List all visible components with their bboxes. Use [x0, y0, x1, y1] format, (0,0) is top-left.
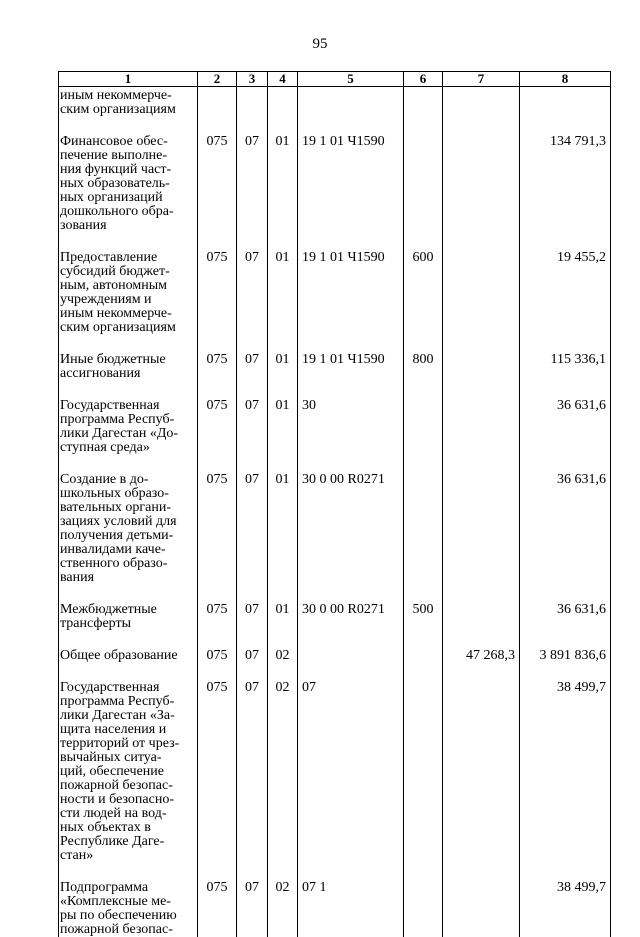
name-line: лики Дагестан «До-	[60, 427, 194, 441]
cell-amount-col7	[443, 251, 520, 335]
column-header: 3	[237, 72, 268, 87]
spacer-cell	[237, 455, 268, 473]
cell-target-article: 30 0 00 R0271	[298, 473, 404, 585]
row-spacer	[59, 335, 611, 353]
spacer-cell	[520, 863, 611, 881]
spacer-cell	[237, 663, 268, 681]
spacer-cell	[520, 117, 611, 135]
cell-subsection: 02	[268, 681, 298, 863]
spacer-cell	[59, 117, 198, 135]
spacer-cell	[237, 863, 268, 881]
spacer-cell	[298, 631, 404, 649]
cell-amount-col7	[443, 681, 520, 863]
cell-admin-code: 075	[198, 251, 237, 335]
cell-admin-code: 075	[198, 353, 237, 381]
row-spacer	[59, 663, 611, 681]
page-number: 95	[0, 36, 640, 53]
spacer-cell	[59, 381, 198, 399]
spacer-cell	[237, 335, 268, 353]
name-line: печение выполне-	[60, 149, 194, 163]
name-line: Общее образование	[60, 649, 194, 663]
spacer-cell	[268, 863, 298, 881]
column-header: 2	[198, 72, 237, 87]
cell-name	[59, 87, 198, 118]
name-line: ных образователь-	[60, 177, 194, 191]
spacer-cell	[404, 663, 443, 681]
name-line: ных объектах в	[60, 821, 194, 835]
table-row	[59, 353, 611, 381]
name-line: зования	[60, 219, 194, 233]
cell-target-article: 07 1	[298, 881, 404, 937]
header-row	[59, 72, 611, 87]
cell-section: 07	[237, 681, 268, 863]
spacer-cell	[198, 663, 237, 681]
cell-expense-type: 800	[404, 353, 443, 381]
column-header: 5	[298, 72, 404, 87]
spacer-cell	[268, 663, 298, 681]
table-row	[59, 603, 611, 631]
cell-subsection: 01	[268, 135, 298, 233]
table-row	[59, 473, 611, 585]
name-line: Государственная	[60, 681, 194, 695]
name-line: школьных образо-	[60, 487, 194, 501]
spacer-cell	[268, 585, 298, 603]
cell-amount-col8: 36 631,6	[520, 603, 611, 631]
cell-admin-code	[198, 87, 237, 118]
cell-subsection: 01	[268, 399, 298, 455]
cell-name	[59, 649, 198, 663]
spacer-cell	[59, 663, 198, 681]
spacer-cell	[198, 117, 237, 135]
spacer-cell	[520, 663, 611, 681]
spacer-cell	[404, 585, 443, 603]
spacer-cell	[404, 863, 443, 881]
cell-target-article: 19 1 01 Ч1590	[298, 251, 404, 335]
column-header: 7	[443, 72, 520, 87]
cell-target-article: 07	[298, 681, 404, 863]
table-row	[59, 87, 611, 118]
cell-section: 07	[237, 649, 268, 663]
cell-admin-code: 075	[198, 399, 237, 455]
cell-amount-col7	[443, 603, 520, 631]
spacer-cell	[520, 631, 611, 649]
name-line: ций, обеспечение	[60, 765, 194, 779]
name-line: сти людей на вод-	[60, 807, 194, 821]
spacer-cell	[298, 455, 404, 473]
name-line: ским организациям	[60, 103, 194, 117]
spacer-cell	[443, 335, 520, 353]
name-line: Государственная	[60, 399, 194, 413]
spacer-cell	[59, 585, 198, 603]
spacer-cell	[198, 233, 237, 251]
name-line: субсидий бюджет-	[60, 265, 194, 279]
cell-subsection: 01	[268, 353, 298, 381]
name-line: лики Дагестан «За-	[60, 709, 194, 723]
cell-subsection: 02	[268, 881, 298, 937]
cell-amount-col8: 3 891 836,6	[520, 649, 611, 663]
name-line: пожарной безопас-	[60, 923, 194, 937]
name-line: ным, автономным	[60, 279, 194, 293]
spacer-cell	[198, 455, 237, 473]
cell-expense-type: 500	[404, 603, 443, 631]
spacer-cell	[443, 381, 520, 399]
cell-amount-col7	[443, 881, 520, 937]
cell-expense-type	[404, 399, 443, 455]
spacer-cell	[520, 233, 611, 251]
cell-admin-code: 075	[198, 473, 237, 585]
name-line: Подпрограмма	[60, 881, 194, 895]
spacer-cell	[198, 381, 237, 399]
spacer-cell	[198, 631, 237, 649]
spacer-cell	[59, 233, 198, 251]
cell-amount-col8: 36 631,6	[520, 473, 611, 585]
cell-admin-code: 075	[198, 603, 237, 631]
spacer-cell	[404, 455, 443, 473]
row-spacer	[59, 117, 611, 135]
name-line: иным некоммерче-	[60, 89, 194, 103]
column-header: 6	[404, 72, 443, 87]
cell-section: 07	[237, 353, 268, 381]
spacer-cell	[520, 455, 611, 473]
name-line: Предоставление	[60, 251, 194, 265]
name-line: программа Респуб-	[60, 413, 194, 427]
name-line: иным некоммерче-	[60, 307, 194, 321]
name-line: ступная среда»	[60, 441, 194, 455]
spacer-cell	[404, 233, 443, 251]
spacer-cell	[298, 381, 404, 399]
name-line: Межбюджетные	[60, 603, 194, 617]
cell-name	[59, 135, 198, 233]
name-line: ния функций част-	[60, 163, 194, 177]
name-line: территорий от чрез-	[60, 737, 194, 751]
name-line: зациях условий для	[60, 515, 194, 529]
cell-subsection: 02	[268, 649, 298, 663]
name-line: ных организаций	[60, 191, 194, 205]
name-line: щита населения и	[60, 723, 194, 737]
table-row	[59, 649, 611, 663]
cell-admin-code: 075	[198, 135, 237, 233]
spacer-cell	[443, 233, 520, 251]
name-line: вания	[60, 571, 194, 585]
cell-amount-col8	[520, 87, 611, 118]
spacer-cell	[198, 585, 237, 603]
row-spacer	[59, 585, 611, 603]
spacer-cell	[59, 863, 198, 881]
cell-admin-code: 075	[198, 881, 237, 937]
name-line: стан»	[60, 849, 194, 863]
cell-section: 07	[237, 399, 268, 455]
spacer-cell	[268, 233, 298, 251]
cell-section: 07	[237, 251, 268, 335]
cell-section: 07	[237, 473, 268, 585]
cell-name	[59, 353, 198, 381]
cell-amount-col7	[443, 473, 520, 585]
cell-target-article	[298, 87, 404, 118]
cell-expense-type	[404, 881, 443, 937]
spacer-cell	[404, 117, 443, 135]
name-line: ассигнования	[60, 367, 194, 381]
column-header: 8	[520, 72, 611, 87]
spacer-cell	[520, 585, 611, 603]
cell-amount-col7	[443, 353, 520, 381]
spacer-cell	[237, 117, 268, 135]
spacer-cell	[443, 117, 520, 135]
cell-amount-col8: 38 499,7	[520, 881, 611, 937]
cell-admin-code: 075	[198, 649, 237, 663]
spacer-cell	[298, 335, 404, 353]
cell-section: 07	[237, 135, 268, 233]
spacer-cell	[298, 585, 404, 603]
cell-subsection: 01	[268, 473, 298, 585]
table-row	[59, 251, 611, 335]
cell-name	[59, 681, 198, 863]
name-line: вательных органи-	[60, 501, 194, 515]
cell-amount-col8: 38 499,7	[520, 681, 611, 863]
budget-table	[58, 71, 611, 937]
spacer-cell	[520, 381, 611, 399]
spacer-cell	[298, 863, 404, 881]
name-line: инвалидами каче-	[60, 543, 194, 557]
spacer-cell	[404, 631, 443, 649]
spacer-cell	[268, 335, 298, 353]
table-row	[59, 135, 611, 233]
spacer-cell	[268, 117, 298, 135]
spacer-cell	[443, 631, 520, 649]
cell-admin-code: 075	[198, 681, 237, 863]
cell-subsection: 01	[268, 603, 298, 631]
name-line: трансферты	[60, 617, 194, 631]
cell-target-article: 30	[298, 399, 404, 455]
spacer-cell	[404, 335, 443, 353]
column-header: 4	[268, 72, 298, 87]
spacer-cell	[443, 863, 520, 881]
spacer-cell	[237, 585, 268, 603]
spacer-cell	[198, 335, 237, 353]
cell-name	[59, 881, 198, 937]
cell-amount-col8: 36 631,6	[520, 399, 611, 455]
cell-section: 07	[237, 881, 268, 937]
cell-amount-col7	[443, 135, 520, 233]
cell-expense-type	[404, 473, 443, 585]
cell-amount-col7	[443, 87, 520, 118]
spacer-cell	[59, 455, 198, 473]
spacer-cell	[268, 381, 298, 399]
cell-section: 07	[237, 603, 268, 631]
name-line: Иные бюджетные	[60, 353, 194, 367]
name-line: ности и безопасно-	[60, 793, 194, 807]
spacer-cell	[520, 335, 611, 353]
cell-target-article	[298, 649, 404, 663]
name-line: вычайных ситуа-	[60, 751, 194, 765]
spacer-cell	[443, 455, 520, 473]
cell-expense-type	[404, 87, 443, 118]
cell-section	[237, 87, 268, 118]
cell-target-article: 19 1 01 Ч1590	[298, 135, 404, 233]
cell-expense-type	[404, 649, 443, 663]
spacer-cell	[59, 335, 198, 353]
spacer-cell	[237, 631, 268, 649]
column-header: 1	[59, 72, 198, 87]
spacer-cell	[268, 631, 298, 649]
name-line: Финансовое обес-	[60, 135, 194, 149]
name-line: программа Респуб-	[60, 695, 194, 709]
name-line: пожарной безопас-	[60, 779, 194, 793]
spacer-cell	[237, 233, 268, 251]
name-line: ственного образо-	[60, 557, 194, 571]
table-body	[59, 87, 611, 937]
name-line: «Комплексные ме-	[60, 895, 194, 909]
row-spacer	[59, 233, 611, 251]
cell-name	[59, 251, 198, 335]
cell-amount-col7	[443, 399, 520, 455]
name-line: ры по обеспечению	[60, 909, 194, 923]
table-row	[59, 881, 611, 937]
cell-target-article: 19 1 01 Ч1590	[298, 353, 404, 381]
cell-target-article: 30 0 00 R0271	[298, 603, 404, 631]
cell-expense-type	[404, 135, 443, 233]
row-spacer	[59, 863, 611, 881]
spacer-cell	[298, 117, 404, 135]
cell-expense-type: 600	[404, 251, 443, 335]
spacer-cell	[443, 663, 520, 681]
cell-amount-col7: 47 268,3	[443, 649, 520, 663]
name-line: получения детьми-	[60, 529, 194, 543]
name-line: Создание в до-	[60, 473, 194, 487]
table-row	[59, 399, 611, 455]
spacer-cell	[298, 233, 404, 251]
cell-subsection	[268, 87, 298, 118]
cell-expense-type	[404, 681, 443, 863]
spacer-cell	[237, 381, 268, 399]
table-row	[59, 681, 611, 863]
row-spacer	[59, 631, 611, 649]
spacer-cell	[298, 663, 404, 681]
spacer-cell	[198, 863, 237, 881]
name-line: ским организациям	[60, 321, 194, 335]
cell-subsection: 01	[268, 251, 298, 335]
name-line: Республике Даге-	[60, 835, 194, 849]
cell-amount-col8: 134 791,3	[520, 135, 611, 233]
cell-name	[59, 603, 198, 631]
row-spacer	[59, 381, 611, 399]
cell-name	[59, 473, 198, 585]
spacer-cell	[268, 455, 298, 473]
cell-name	[59, 399, 198, 455]
name-line: дошкольного обра-	[60, 205, 194, 219]
spacer-cell	[443, 585, 520, 603]
name-line: учреждениям и	[60, 293, 194, 307]
cell-amount-col8: 115 336,1	[520, 353, 611, 381]
spacer-cell	[59, 631, 198, 649]
row-spacer	[59, 455, 611, 473]
spacer-cell	[404, 381, 443, 399]
cell-amount-col8: 19 455,2	[520, 251, 611, 335]
